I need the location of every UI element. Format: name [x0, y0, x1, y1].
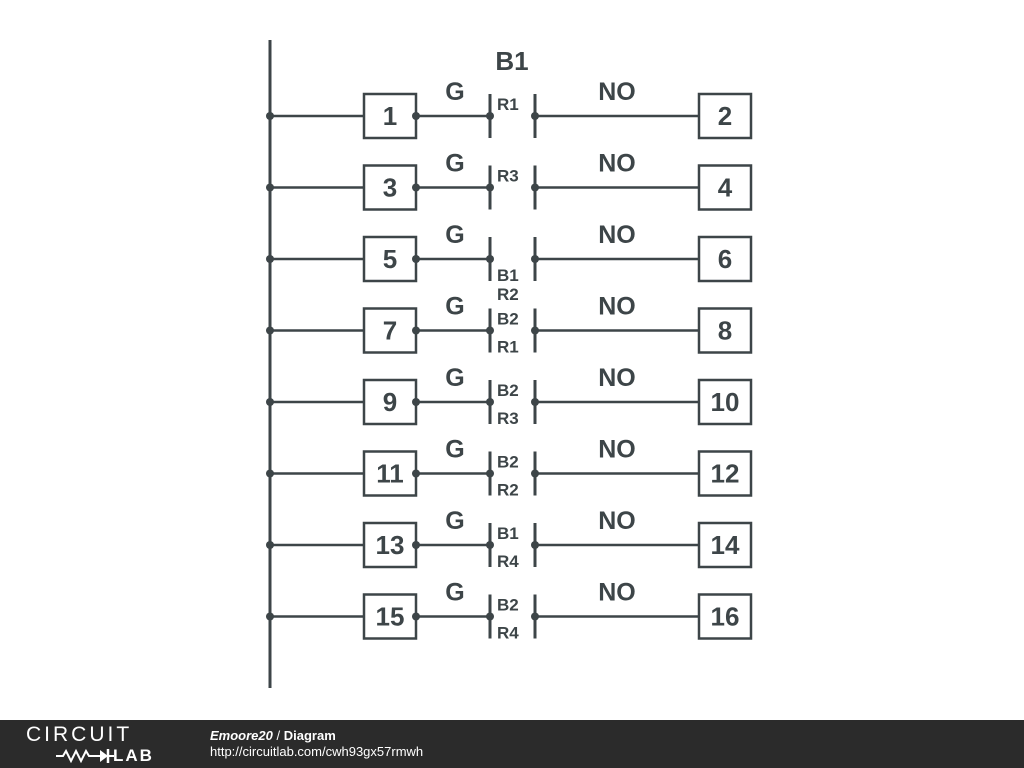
- junction-dot: [412, 541, 420, 549]
- contact-type-label: NO: [598, 149, 636, 178]
- node-label-left: 7: [382, 315, 398, 346]
- relay-label: R3: [497, 166, 519, 186]
- gain-label: G: [445, 149, 465, 178]
- junction-dot: [486, 327, 494, 335]
- node-label-left: 1: [382, 101, 398, 131]
- junction-dot: [486, 398, 494, 406]
- node-label-right: 10: [710, 387, 740, 417]
- contact-type-label: NO: [598, 578, 636, 607]
- junction-dot: [486, 470, 494, 478]
- node-label-right: 6: [717, 244, 733, 274]
- junction-dot: [266, 613, 274, 621]
- junction-dot: [412, 398, 420, 406]
- node-label-left: 5: [382, 244, 398, 274]
- relay-label: B1: [497, 266, 519, 285]
- relay-label: R2: [497, 285, 519, 304]
- contact-type-label: NO: [598, 78, 636, 106]
- junction-dot: [486, 613, 494, 621]
- relay-label: R3: [497, 409, 519, 428]
- junction-dot: [412, 184, 420, 192]
- logo-lab-text: LAB: [113, 746, 154, 765]
- footer-bar: [0, 720, 1024, 768]
- gain-label: G: [445, 507, 465, 535]
- relay-label: R1: [497, 95, 519, 114]
- resistor-diode-icon: [56, 747, 116, 763]
- footer-info: [200, 728, 423, 760]
- contact-type-label: NO: [598, 292, 636, 321]
- node-label-right: 14: [710, 530, 740, 560]
- gain-label: G: [445, 292, 465, 321]
- node-label-left: 11: [376, 458, 404, 489]
- gain-label: G: [445, 78, 465, 106]
- junction-dot: [266, 398, 274, 406]
- junction-dot: [486, 255, 494, 263]
- relay-label: B2: [497, 309, 519, 329]
- node-label-right: 12: [710, 458, 740, 489]
- relay-label: B1: [497, 524, 519, 543]
- junction-dot: [412, 255, 420, 263]
- junction-dot: [266, 112, 274, 120]
- logo-circuit-text: CIRCUIT: [26, 723, 133, 746]
- junction-dot: [412, 327, 420, 335]
- junction-dot: [266, 470, 274, 478]
- contact-type-label: NO: [598, 364, 636, 392]
- gain-label: G: [445, 221, 465, 249]
- relay-label: R4: [497, 552, 519, 571]
- gain-label: G: [445, 435, 465, 464]
- relay-label: R2: [497, 480, 519, 500]
- gain-label: G: [445, 364, 465, 392]
- junction-dot: [486, 541, 494, 549]
- relay-label: R1: [497, 337, 519, 357]
- junction-dot: [412, 112, 420, 120]
- node-label-right: 4: [717, 172, 733, 203]
- node-label-right: 8: [717, 315, 733, 346]
- contact-type-label: NO: [598, 221, 636, 249]
- footer-url[interactable]: http://circuitlab.com/cwh93gx57rmwh: [210, 744, 424, 759]
- diagram-title: B1: [495, 46, 529, 76]
- node-label-left: 13: [375, 530, 405, 560]
- footer-doc-type: Diagram: [283, 728, 336, 743]
- node-label-left: 9: [382, 387, 398, 417]
- junction-dot: [266, 255, 274, 263]
- gain-label: G: [445, 578, 465, 607]
- junction-dot: [412, 470, 420, 478]
- relay-label: R4: [497, 623, 519, 643]
- node-label-right: 16: [710, 601, 740, 632]
- node-label-left: 3: [382, 172, 398, 203]
- junction-dot: [266, 184, 274, 192]
- junction-dot: [486, 184, 494, 192]
- junction-dot: [266, 327, 274, 335]
- footer-author: Emoore20: [210, 728, 273, 743]
- relay-label: B2: [497, 381, 519, 400]
- relay-label: B2: [497, 452, 519, 472]
- node-label-left: 15: [375, 601, 405, 632]
- relay-label: B2: [497, 595, 519, 615]
- contact-type-label: NO: [598, 507, 636, 535]
- junction-dot: [412, 613, 420, 621]
- footer-separator: /: [276, 728, 281, 743]
- junction-dot: [266, 541, 274, 549]
- circuitlab-logo: [0, 720, 200, 768]
- contact-type-label: NO: [598, 435, 636, 464]
- junction-dot: [486, 112, 494, 120]
- footer-title-line: [210, 728, 423, 744]
- node-label-right: 2: [717, 101, 733, 131]
